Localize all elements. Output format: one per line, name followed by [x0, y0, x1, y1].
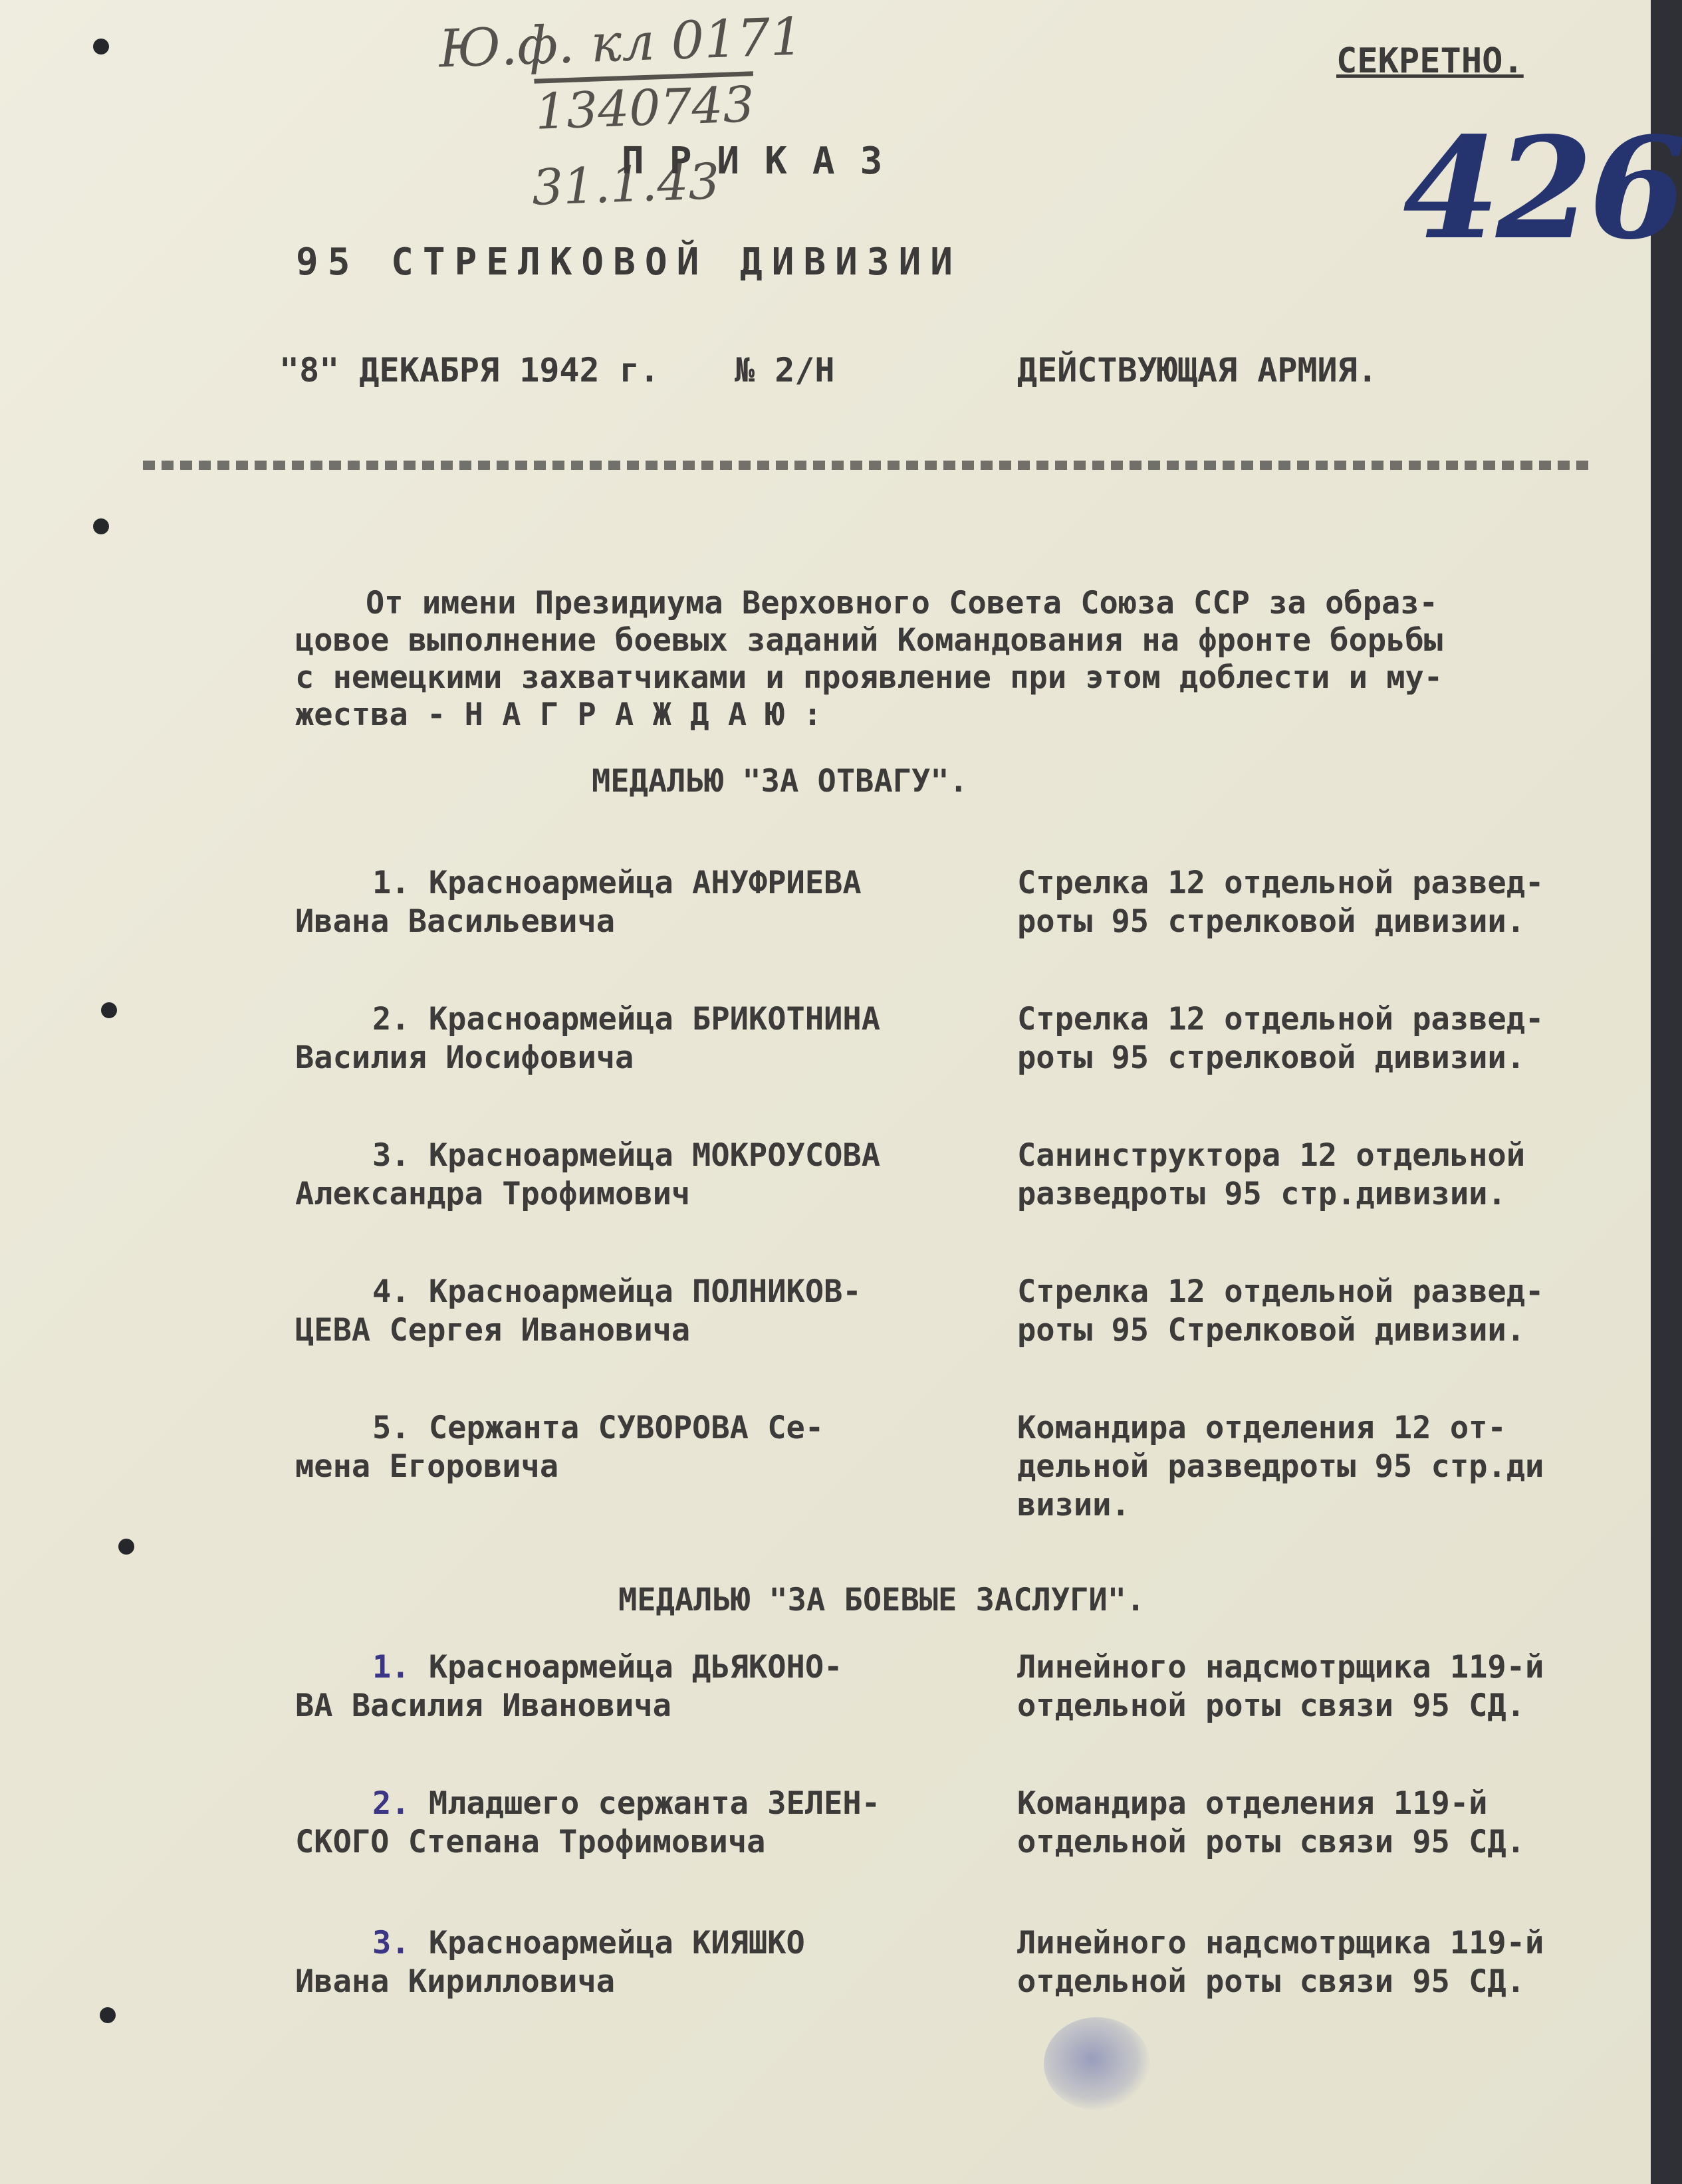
entry-number: 1.: [372, 1649, 410, 1686]
order-date: "8" ДЕКАБРЯ 1942 г.: [279, 351, 660, 389]
fingerprint-blot: [1044, 2017, 1150, 2110]
position-line: отдельной роты связи 95 СД.: [1017, 1688, 1526, 1724]
position-line: Стрелка 12 отдельной развед-: [1017, 865, 1544, 901]
archive-date: 31.1.43: [531, 153, 721, 217]
recipient-line: ЦЕВА Сергея Ивановича: [295, 1312, 691, 1349]
preamble-paragraph: [295, 585, 1589, 734]
section-heading-merit: МЕДАЛЬЮ "ЗА БОЕВЫЕ ЗАСЛУГИ".: [618, 1582, 1145, 1618]
recipient-line: Василия Иосифовича: [295, 1039, 634, 1076]
position-line: дельной разведроты 95 стр.ди: [1017, 1448, 1544, 1485]
position-line: Санинструктора 12 отдельной: [1017, 1137, 1526, 1174]
recipient-line: 1. Красноармейца АНУФРИЕВА: [372, 865, 862, 901]
recipient-line: [299, 1785, 997, 1823]
recipient-line: 3. Красноармейца МОКРОУСОВА: [372, 1137, 881, 1174]
position-line: роты 95 стрелковой дивизии.: [1017, 1039, 1526, 1076]
recipient-line: [299, 1648, 997, 1687]
recipient-line: [299, 1924, 997, 1963]
recipient-line: Александра Трофимович: [295, 1176, 691, 1212]
preamble-line: От имени Президиума Верховного Совета Союза ССР за образ-: [366, 585, 1438, 621]
recipient-text: Красноармейца ДЬЯКОНО-: [410, 1649, 843, 1686]
entry-number: 3.: [372, 1925, 410, 1961]
position-line: отдельной роты связи 95 СД.: [1017, 1963, 1526, 2000]
recipient-line: 4. Красноармейца ПОЛНИКОВ-: [372, 1273, 862, 1310]
position-line: роты 95 стрелковой дивизии.: [1017, 903, 1526, 940]
preamble-line: жества - Н А Г Р А Ж Д А Ю :: [295, 697, 822, 733]
entry-number: 2.: [372, 1785, 410, 1822]
recipient-text: Красноармейца КИЯШКО: [410, 1925, 805, 1961]
archive-note: Ю.ф. кл 0171: [437, 7, 804, 80]
recipient-line: Ивана Кирилловича: [295, 1963, 616, 2000]
position-line: отдельной роты связи 95 СД.: [1017, 1824, 1526, 1860]
division-name: 95 СТРЕЛКОВОЙ ДИВИЗИИ: [296, 241, 963, 284]
position-line: разведроты 95 стр.дивизии.: [1017, 1176, 1506, 1212]
section-heading-bravery: МЕДАЛЬЮ "ЗА ОТВАГУ".: [592, 763, 968, 800]
recipient-line: мена Егоровича: [295, 1448, 559, 1485]
recipient-line: Ивана Васильевича: [295, 903, 616, 940]
recipient-line: ВА Василия Ивановича: [295, 1688, 671, 1724]
binding-hole: [93, 518, 109, 534]
position-line: Линейного надсмотрщика 119-й: [1017, 1649, 1544, 1686]
position-line: Стрелка 12 отдельной развед-: [1017, 1001, 1544, 1037]
recipient-line: 2. Красноармейца БРИКОТНИНА: [372, 1001, 881, 1037]
position-line: визии.: [1017, 1487, 1130, 1523]
recipient-line: СКОГО Степана Трофимовича: [295, 1824, 766, 1860]
position-line: Командира отделения 12 от-: [1017, 1410, 1506, 1446]
binding-hole: [100, 2007, 116, 2023]
order-number: № 2/Н: [735, 351, 835, 389]
order-location: ДЕЙСТВУЮЩАЯ АРМИЯ.: [1017, 351, 1378, 389]
preamble-line: цовое выполнение боевых заданий Командования на фронте борьбы: [295, 622, 1443, 659]
position-line: роты 95 Стрелковой дивизии.: [1017, 1312, 1526, 1349]
document-title: ПРИКАЗ: [622, 140, 908, 183]
recipient-text: Младшего сержанта ЗЕЛЕН-: [410, 1785, 881, 1822]
secrecy-mark: СЕКРЕТНО.: [1336, 41, 1524, 81]
position-line: Стрелка 12 отдельной развед-: [1017, 1273, 1544, 1310]
position-line: Линейного надсмотрщика 119-й: [1017, 1925, 1544, 1961]
binding-hole: [101, 1002, 117, 1018]
binding-hole: [93, 39, 109, 55]
archive-number: 1340743: [534, 76, 755, 141]
binding-hole: [118, 1539, 134, 1555]
preamble-line: с немецкими захватчиками и проявление при этом доблести и му-: [295, 659, 1443, 696]
recipient-line: 5. Сержанта СУВОРОВА Се-: [372, 1410, 824, 1446]
header-divider: [143, 461, 1592, 470]
page-number-handwritten: 426: [1403, 106, 1682, 271]
position-line: Командира отделения 119-й: [1017, 1785, 1488, 1822]
